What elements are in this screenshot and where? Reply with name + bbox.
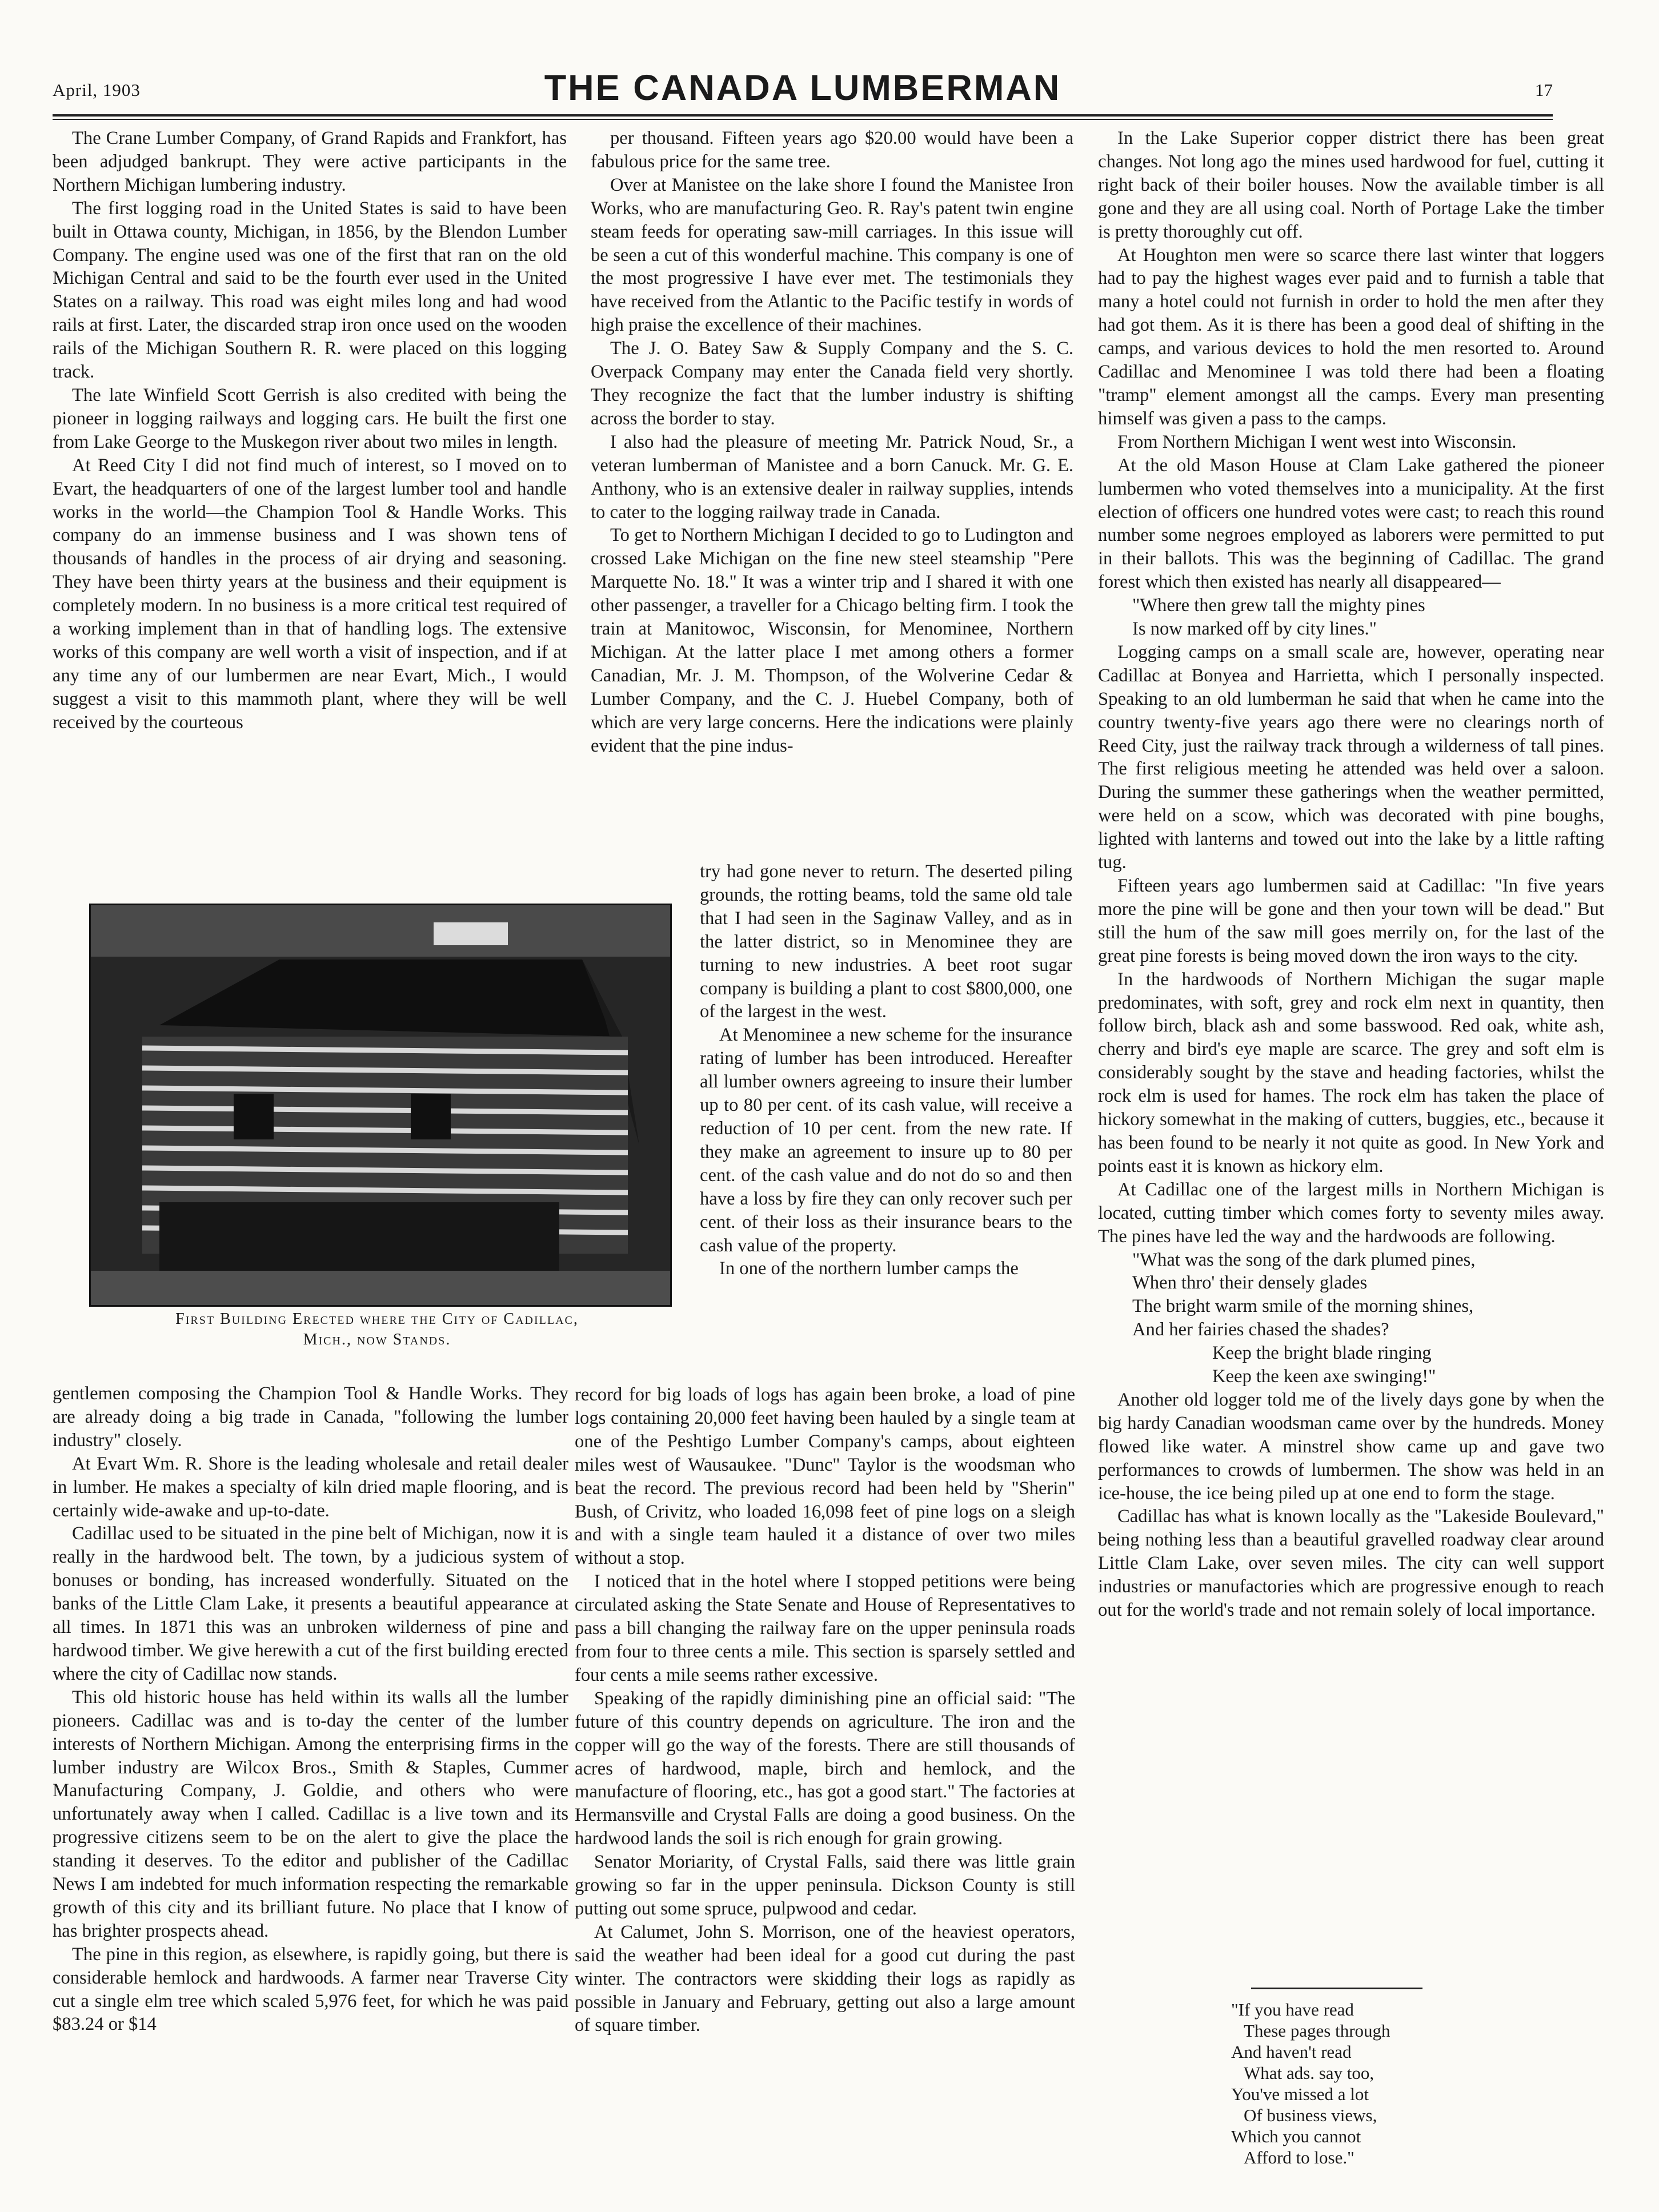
column-2-wrap xyxy=(700,860,1072,1388)
article-paragraph: The pine in this region, as elsewhere, is rapidly going, but there is considerable hemlock and hardwoods. A farmer near Traverse City cut a single elm tree which scaled 5,976 feet, for which he was paid $83.24 or $14 xyxy=(53,1944,568,2035)
article-paragraph: The Crane Lumber Company, of Grand Rapids and Frankfort, has been adjudged bankrupt. They were active participants in the Northern Michigan lumbering industry. xyxy=(53,128,567,195)
article-paragraph: Speaking of the rapidly diminishing pine an official said: "The future of this country depends on agriculture. The iron and the copper will go the way of the forests. There are still thousands of acres of hardwood, maple, birch and hemlock, and the manufacture of flooring, etc., has got a good start." The factories at Hermansville and Crystal Falls are doing a good business. On the hardwood lands the soil is rich enough for grain growing. xyxy=(575,1688,1075,1849)
article-paragraph: At Evart Wm. R. Shore is the leading wholesale and retail dealer in lumber. He makes a specialty of kiln dried maple flooring, and is certainly wide-awake and up-to-date. xyxy=(53,1453,568,1521)
column-2-top xyxy=(591,127,1073,864)
article-paragraph: Fifteen years ago lumbermen said at Cadillac: "In five years more the pine will be gone and then your town will be dead." But still the hum of the saw mill goes merrily on, for the last of the great pine forests is being moved down the iron ways to the city. xyxy=(1098,876,1604,966)
publication-title: THE CANADA LUMBERMAN xyxy=(544,68,1061,108)
article-paragraph: The first logging road in the United States is said to have been built in Ottawa county, Michigan, in 1856, by the Blendon Lumber Company. The engine used was one of the first that ran on the old Michigan Central and said to be the fourth ever used in the United States on a railway. This road was eight miles long and had wood rails at first. Later, the discarded strap iron once used on the wooden rails of the Michigan Southern R. R. were placed on this logging track. xyxy=(53,198,567,383)
issue-date: April, 1903 xyxy=(53,80,141,100)
article-paragraph: Logging camps on a small scale are, however, operating near Cadillac at Bonyea and Harrietta, which I personally inspected. Speaking to an old lumberman he said that when he came into the country twenty-five years ago there were no clearings north of Reed City, just the railway track through a wilderness of tall pines. The first religious meeting he attended was held over a saloon. During the summer these gatherings when the weather permitted, were held on a scow, which was decorated with pine boughs, lighted with lanterns and towed out into the lake by a little rafting tug. xyxy=(1098,641,1604,873)
verse-line: The bright warm smile of the morning shines, xyxy=(1132,1296,1474,1317)
page-header xyxy=(53,67,1553,113)
verse-line: Is now marked off by city lines." xyxy=(1132,619,1377,640)
cadillac-first-building-photo xyxy=(89,904,672,1307)
article-paragraph: In one of the northern lumber camps the xyxy=(719,1258,1019,1279)
article-paragraph: This old historic house has held within its walls all the lumber pioneers. Cadillac was and is to-day the center of the lumber interests of Northern Michigan. Among the enterprising firms in the lumber industry are Wilcox Bros., Smith & Staples, Cummer Manufacturing Company, J. Goldie, and others who were unfortunately away when I called. Cadillac is a live town and its progressive citizens seem to be on the alert to give the place the standing it deserves. To the editor and publisher of the Cadillac News I am indebted for much information respecting the remarkable growth of this city and its brilliant future. No place that I know of has brighter prospects ahead. xyxy=(53,1687,568,1941)
article-paragraph: At Calumet, John S. Morrison, one of the heaviest operators, said the weather had been ideal for a good cut during the past winter. The contractors were skidding their logs as rapidly as possible in January and February, getting out also a large amount of square timber. xyxy=(575,1921,1075,2036)
article-paragraph: Another old logger told me of the lively days gone by when the big hardy Canadian woodsman came over by the hundreds. Money flowed like water. A minstrel show came up and gave two performances to crowds of lumbermen. The show was held in an ice-house, the ice being piled up at one end to form the stage. xyxy=(1098,1389,1604,1504)
poem-line: Which you cannot xyxy=(1231,2126,1361,2146)
verse-line: When thro' their densely glades xyxy=(1132,1272,1368,1294)
article-paragraph: At the old Mason House at Clam Lake gathered the pioneer lumbermen who voted themselves into a municipality. At the first election of officers one hundred votes were cast; to reach this round number some negroes employed as laborers were permitted to put in their ballots. This was the beginning of Cadillac. The grand forest which then existed has nearly all disappeared— xyxy=(1098,455,1604,593)
article-paragraph: I also had the pleasure of meeting Mr. Patrick Noud, Sr., a veteran lumberman of Manistee and a born Canuck. Mr. G. E. Anthony, who is an extensive dealer in railway supplies, intends to cater to the logging railway trade in Canada. xyxy=(591,431,1073,523)
column-2-bottom xyxy=(575,1383,1075,2179)
poem-line: And haven't read xyxy=(1231,2042,1352,2062)
verse-line: Keep the bright blade ringing xyxy=(1212,1343,1432,1364)
caption-line: First Building Erected where the City of Cadillac, xyxy=(175,1310,579,1328)
article-paragraph: Cadillac has what is known locally as the "Lakeside Boulevard," being nothing less than a beautiful gravelled roadway clear around Little Clam Lake, over seven miles. The city can well support industries or manufactories which are progressive enough to reach out for the world's trade and not remain solely of local importance. xyxy=(1098,1506,1604,1621)
log-cabin-illustration xyxy=(91,905,670,1305)
article-paragraph: I noticed that in the hotel where I stopped petitions were being circulated asking the State Senate and House of Representatives to pass a bill changing the railway fare on the upper peninsula roads from four to three cents a mile. This section is sparsely settled and four cents a mile seems rather excessive. xyxy=(575,1571,1075,1685)
article-paragraph: From Northern Michigan I went west into Wisconsin. xyxy=(1117,431,1517,452)
verse-line: "Where then grew tall the mighty pines xyxy=(1132,595,1425,616)
article-paragraph: The J. O. Batey Saw & Supply Company and the S. C. Overpack Company may enter the Canada field very shortly. They recognize the fact that the lumber industry is shifting across the border to stay. xyxy=(591,338,1073,429)
column-3 xyxy=(1098,127,1604,1923)
article-paragraph: At Cadillac one of the largest mills in Northern Michigan is located, cutting timber which comes forty to seventy miles away. The pines have led the way and the hardwoods are following. xyxy=(1098,1179,1604,1247)
poem-line: Of business views, xyxy=(1244,2105,1377,2125)
article-paragraph: To get to Northern Michigan I decided to go to Ludington and crossed Lake Michigan on the fine new steel steamship "Pere Marquette No. 18." It was a winter trip and I shared it with one other passenger, a traveller for a Chicago belting firm. I took the train at Manitowoc, Wisconsin, for Menominee, Northern Michigan. At the latter place I met among others a former Canadian, Mr. J. M. Thompson, of the Wolverine Cedar & Lumber Company, and the C. J. Huebel Company, both of which are very large concerns. Here the indications were plainly evident that the pine indus- xyxy=(591,525,1073,756)
article-paragraph: Cadillac used to be situated in the pine belt of Michigan, now it is really in the hardwood belt. The town, by a judicious system of bonuses or bonding, has increased wonderfully. Situated on the banks of the Little Clam Lake, it presents a beautiful appearance at all times. In 1871 this was an unbroken wilderness of pine and hardwood timber. We give herewith a cut of the first building erected where the city of Cadillac now stands. xyxy=(53,1523,568,1684)
article-paragraph: Over at Manistee on the lake shore I found the Manistee Iron Works, who are manufacturing Geo. R. Ray's patent twin engine steam feeds for operating saw-mill carriages. In this issue will be seen a cut of this wonderful machine. This company is one of the most progressive I have ever met. The testimonials they have received from the Atlantic to the Pacific testify in words of high praise the excellence of their machines. xyxy=(591,174,1073,336)
header-rule xyxy=(53,114,1553,117)
article-paragraph: Senator Moriarity, of Crystal Falls, said there was little grain growing so far in the upper peninsula. Dickson County is still putting out some spruce, pulpwood and cedar. xyxy=(575,1852,1075,1919)
verse-line: And her fairies chased the shades? xyxy=(1132,1319,1389,1340)
column-1-bottom xyxy=(53,1382,568,2179)
article-paragraph: At Reed City I did not find much of interest, so I moved on to Evart, the headquarters of one of the largest lumber tool and handle works in the world—the Champion Tool & Handle Works. This company do an immense business and I was shown tens of thousands of handles in the process of air drying and seasoning. They have been thirty years at the business and their equipment is completely modern. In no business is a more critical test required of a working implement than in that of handling logs. The extensive works of this company are well worth a visit of inspection, and if at any time any of our lumbermen are near Evart, Mich., I would suggest a visit to this mammoth plant, where they will be well received by the courteous xyxy=(53,455,567,733)
poem-line: Afford to lose." xyxy=(1244,2147,1355,2167)
verse-line: Keep the keen axe swinging!" xyxy=(1212,1366,1436,1387)
verse-line: "What was the song of the dark plumed pines, xyxy=(1132,1249,1476,1270)
article-paragraph: At Menominee a new scheme for the insurance rating of lumber has been introduced. Hereafter all lumber owners agreeing to insure their lumber up to 80 per cent. of its cash value, will receive a reduction of 10 per cent. from the new rate. If they make an agreement to insure up to 80 per cent. of the cash value and do not do so and then have a loss by fire they can only recover such per cent. of their loss as their insurance bears to the cash value of the property. xyxy=(700,1025,1072,1256)
article-paragraph: In the hardwoods of Northern Michigan the sugar maple predominates, with soft, grey and rock elm next in quantity, then follow birch, black ash and some basswood. Red oak, white ash, cherry and bird's eye maple are scarce. The grey and soft elm is considerably sought by the stave and heading factories, whilst the rock elm is used for hames. The rock elm has taken the place of hickory somewhat in the making of cutters, buggies, etc., because it has been found to be nearly it not quite as good. In New York and points east it is known as hickory elm. xyxy=(1098,969,1604,1177)
article-paragraph: The late Winfield Scott Gerrish is also credited with being the pioneer in logging railways and logging cars. He built the first one from Lake George to the Muskegon river about two miles in length. xyxy=(53,384,567,452)
poem-line: These pages through xyxy=(1244,2021,1390,2041)
article-paragraph: gentlemen composing the Champion Tool & Handle Works. They are already doing a big trade in Canada, "following the lumber industry" closely. xyxy=(53,1383,568,1451)
caption-line: Mich., now Stands. xyxy=(303,1331,451,1348)
column-1-top xyxy=(53,127,567,865)
article-paragraph: try had gone never to return. The deserted piling grounds, the rotting beams, told the same old tale that I had seen in the Saginaw Valley, and as in the latter district, so in Menominee they are turning to new industries. A beet root sugar company is building a plant to cost $800,000, one of the largest in the west. xyxy=(700,861,1072,1022)
page-number: 17 xyxy=(1535,80,1553,100)
article-paragraph: per thousand. Fifteen years ago $20.00 would have been a fabulous price for the same tree. xyxy=(591,128,1073,172)
photo-caption xyxy=(74,1309,680,1350)
poem-line: What ads. say too, xyxy=(1244,2063,1375,2083)
poem-divider xyxy=(1251,1988,1422,1989)
advertising-poem xyxy=(1231,1999,1471,2193)
header-rule-thin xyxy=(53,119,1553,120)
poem-line: You've missed a lot xyxy=(1231,2084,1369,2104)
article-paragraph: At Houghton men were so scarce there last winter that loggers had to pay the highest wages ever paid and to furnish a table that many a hotel could not furnish in order to hold the men after they had got them. As it is there has been a good deal of shifting in the camps, and various devices to hold the men resorted to. Around Cadillac and Menominee I was told there had been a floating "tramp" element amongst all the camps. Every man presenting himself was given a pass to the camps. xyxy=(1098,244,1604,429)
article-paragraph: record for big loads of logs has again been broke, a load of pine logs containing 20,000 feet having been hauled by a single team at one of the Peshtigo Lumber Company's camps, about eighteen miles west of Wausaukee. "Dunc" Taylor is the woodsman who beat the record. The previous record had been held by "Sherin" Bush, of Crivitz, who loaded 16,098 feet of pine logs on a sleigh and with a single team hauled it a distance of over two miles without a stop. xyxy=(575,1384,1075,1569)
article-paragraph: In the Lake Superior copper district there has been great changes. Not long ago the mines used hardwood for fuel, cutting it right back of their boiler houses. Now the available timber is all gone and they are all using coal. North of Portage Lake the timber is pretty thoroughly cut off. xyxy=(1098,128,1604,242)
poem-line: "If you have read xyxy=(1231,2000,1354,2020)
